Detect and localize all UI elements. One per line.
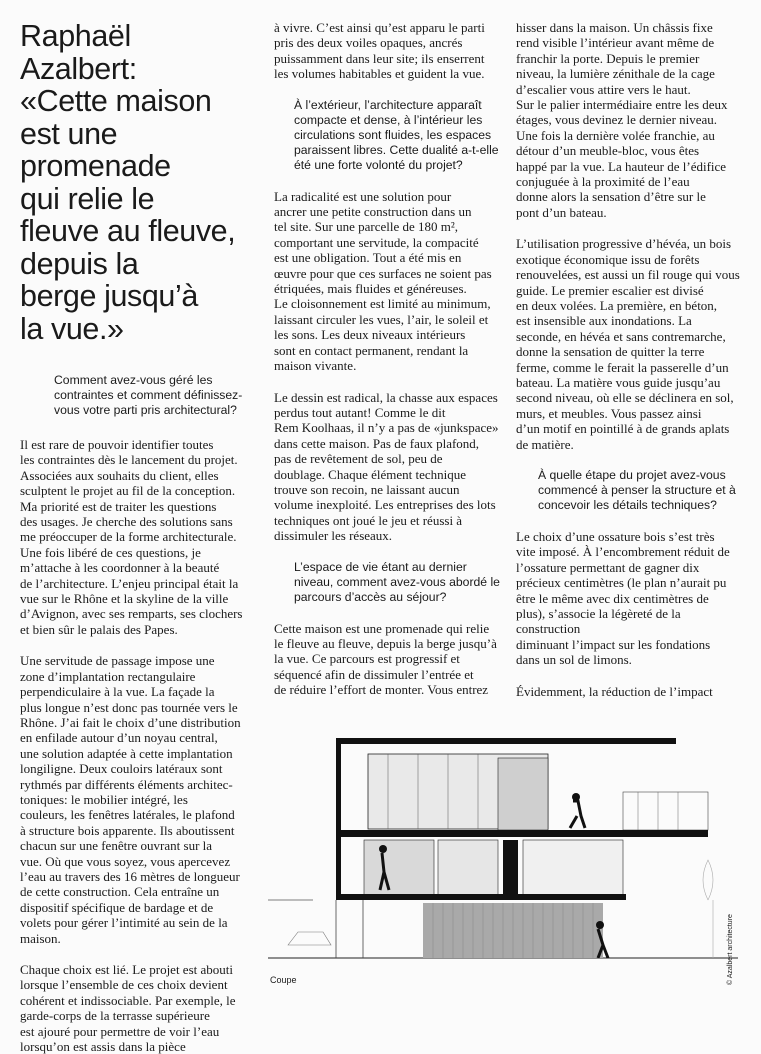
question-2: À l’extérieur, l’architecture apparaît compacte et dense, à l’intérieur les circulations sont fluides, les espaces paraissent libres. Cette dualité a-t-elle été une forte volonté du projet? bbox=[294, 97, 499, 172]
article-title: Raphaël Azalbert: «Cette maison est une promenade qui relie le fleuve au fleuve, depuis la berge jusqu’à la vue.» bbox=[20, 19, 236, 346]
figure-caption: Coupe bbox=[270, 975, 297, 985]
paragraph: Une servitude de passage impose une zone d’implantation rectangulaire perpendiculaire à la vue. La façade la plus longue n’est donc pas tournée vers le Rhône. J’ai fait le choix d’une distribution en enfilade autour d’un noyau central, une solution adaptée à cette implantation longiligne. Deux couloirs latéraux sont rythmés par différents éléments architec- toniques: le mobilier intégré, les couleurs, les fenêtres latérales, le plafond à structure bois apparente. Ils aboutissent chacun sur une fenêtre ouvrant sur la vue. Où que vous soyez, vous apercevez l’eau au travers des 16 mètres de longueur de cette construction. Cela entraîne un dispositif spécifique de bardage et de volets pour gérer l’intimité au sein de la maison. bbox=[20, 653, 241, 946]
paragraph: La radicalité est une solution pour ancrer une petite construction dans un tel site. Sur une parcelle de 180 m², comportant une servitude, la compacité est une obligation. Tout a été mis en œuvre pour que ces surfaces ne soient pas étriquées, mais fluides et généreuses. Le cloisonnement est limité au minimum, laissant circuler les vues, l’air, le soleil et les sons. Les deux niveaux intérieurs sont en contact permanent, rendant la maison vivante. bbox=[274, 188, 492, 374]
column-3 bbox=[516, 20, 748, 791]
section-drawing bbox=[268, 700, 738, 970]
paragraph: Chaque choix est lié. Le projet est abouti lorsque l’ensemble de ces choix devient cohérent et indissociable. Par exemple, le garde-corps de la terrasse supérieure est ajouré pour permettre de voir l’eau lorsqu’on est assis dans la pièce bbox=[20, 962, 236, 1054]
paragraph: Le choix d’une ossature bois s’est très vite imposé. À l’encombrement réduit de l’ossature permettant de gagner dix précieux centimètres (le plan n’aurait pu être le même avec dix centimètres de plus), s’associe la légèreté de la construction diminuant l’impact sur les fondations dans un sol de limons. bbox=[516, 528, 730, 668]
column-2 bbox=[274, 20, 506, 744]
paragraph: L’utilisation progressive d’hévéa, un bois exotique économique issu de forêts renouvelées, est aussi un fil rouge qui vous guide. Le premier escalier est divisé en deux volées. La première, en béton, est insensible aux inondations. La seconde, en hévéa et sans contremarche, donne la sensation de quitter la terre ferme, comme le ferait la passerelle d’un bateau. La matière vous guide jusqu’au second niveau, où elle se déclinera en sol, murs, et meubles. Vous passez ainsi d’un motif en pointillé à de grands aplats de matière. bbox=[516, 236, 740, 452]
paragraph: hisser dans la maison. Un châssis fixe rend visible l’intérieur avant même de franchir la porte. Depuis le premier niveau, la lumière zénithale de la cage d’escalier vous attire vers le haut. Sur le palier intermédiaire entre les deux étages, vous devinez le dernier niveau. Une fois la dernière volée franchie, au détour d’un meuble-bloc, vous êtes happé par la vue. La hauteur de l’édifice conjuguée à la proximité de l’eau donne alors la sensation d’être sur le pont d’un bateau. bbox=[516, 20, 728, 220]
question-3: L’espace de vie étant au dernier niveau, comment avez-vous abordé le parcours d’accès au séjour? bbox=[294, 559, 500, 604]
question-4: À quelle étape du projet avez-vous commencé à penser la structure et à concevoir les détails techniques? bbox=[538, 467, 736, 512]
question-1: Comment avez-vous géré les contraintes et comment définissez-vous votre parti pris architectural? bbox=[54, 373, 243, 417]
paragraph: Cette maison est une promenade qui relie le fleuve au fleuve, depuis la berge jusqu’à la vue. Ce parcours est progressif et séquencé afin de dissimuler l’entrée et de réduire l’effort de monter. Vous entrez bbox=[274, 620, 497, 698]
paragraph: Il est rare de pouvoir identifier toutes les contraintes dès le lancement du projet. Associées aux souhaits du client, elles sculptent le projet au fil de la conception. Ma priorité est de traiter les questions des usages. Je cherche des solutions sans me préoccuper de la forme architecturale. Une fois libéré de ces questions, je m’attache à les coordonner à la beauté de l’architecture. L’enjeu principal était la vue sur le Rhône et la skyline de la ville d’Avignon, avec ses remparts, ses clochers et bien sûr le palais des Papes. bbox=[20, 437, 243, 637]
image-credit: © Azalbert architecture bbox=[727, 914, 734, 985]
paragraph: Le dessin est radical, la chasse aux espaces perdus tout autant! Comme le dit Rem Koolhaas, il n’y a pas de «junkspace» dans cette maison. Pas de faux plafond, pas de revêtement de sol, peu de doublage. Chaque élément technique trouve son recoin, ne laissant aucun volume inexploité. Les entreprises des lots techniques ont joué le jeu et réussi à dissimuler les réseaux. bbox=[274, 389, 499, 544]
paragraph: Évidemment, la réduction de l’impact bbox=[516, 683, 713, 699]
paragraph: à vivre. C’est ainsi qu’est apparu le parti pris des deux voiles opaques, ancrés puissamment dans leur site; ils enserrent les volumes habitables et guident la vue. bbox=[274, 20, 485, 82]
column-1 bbox=[20, 20, 252, 1054]
